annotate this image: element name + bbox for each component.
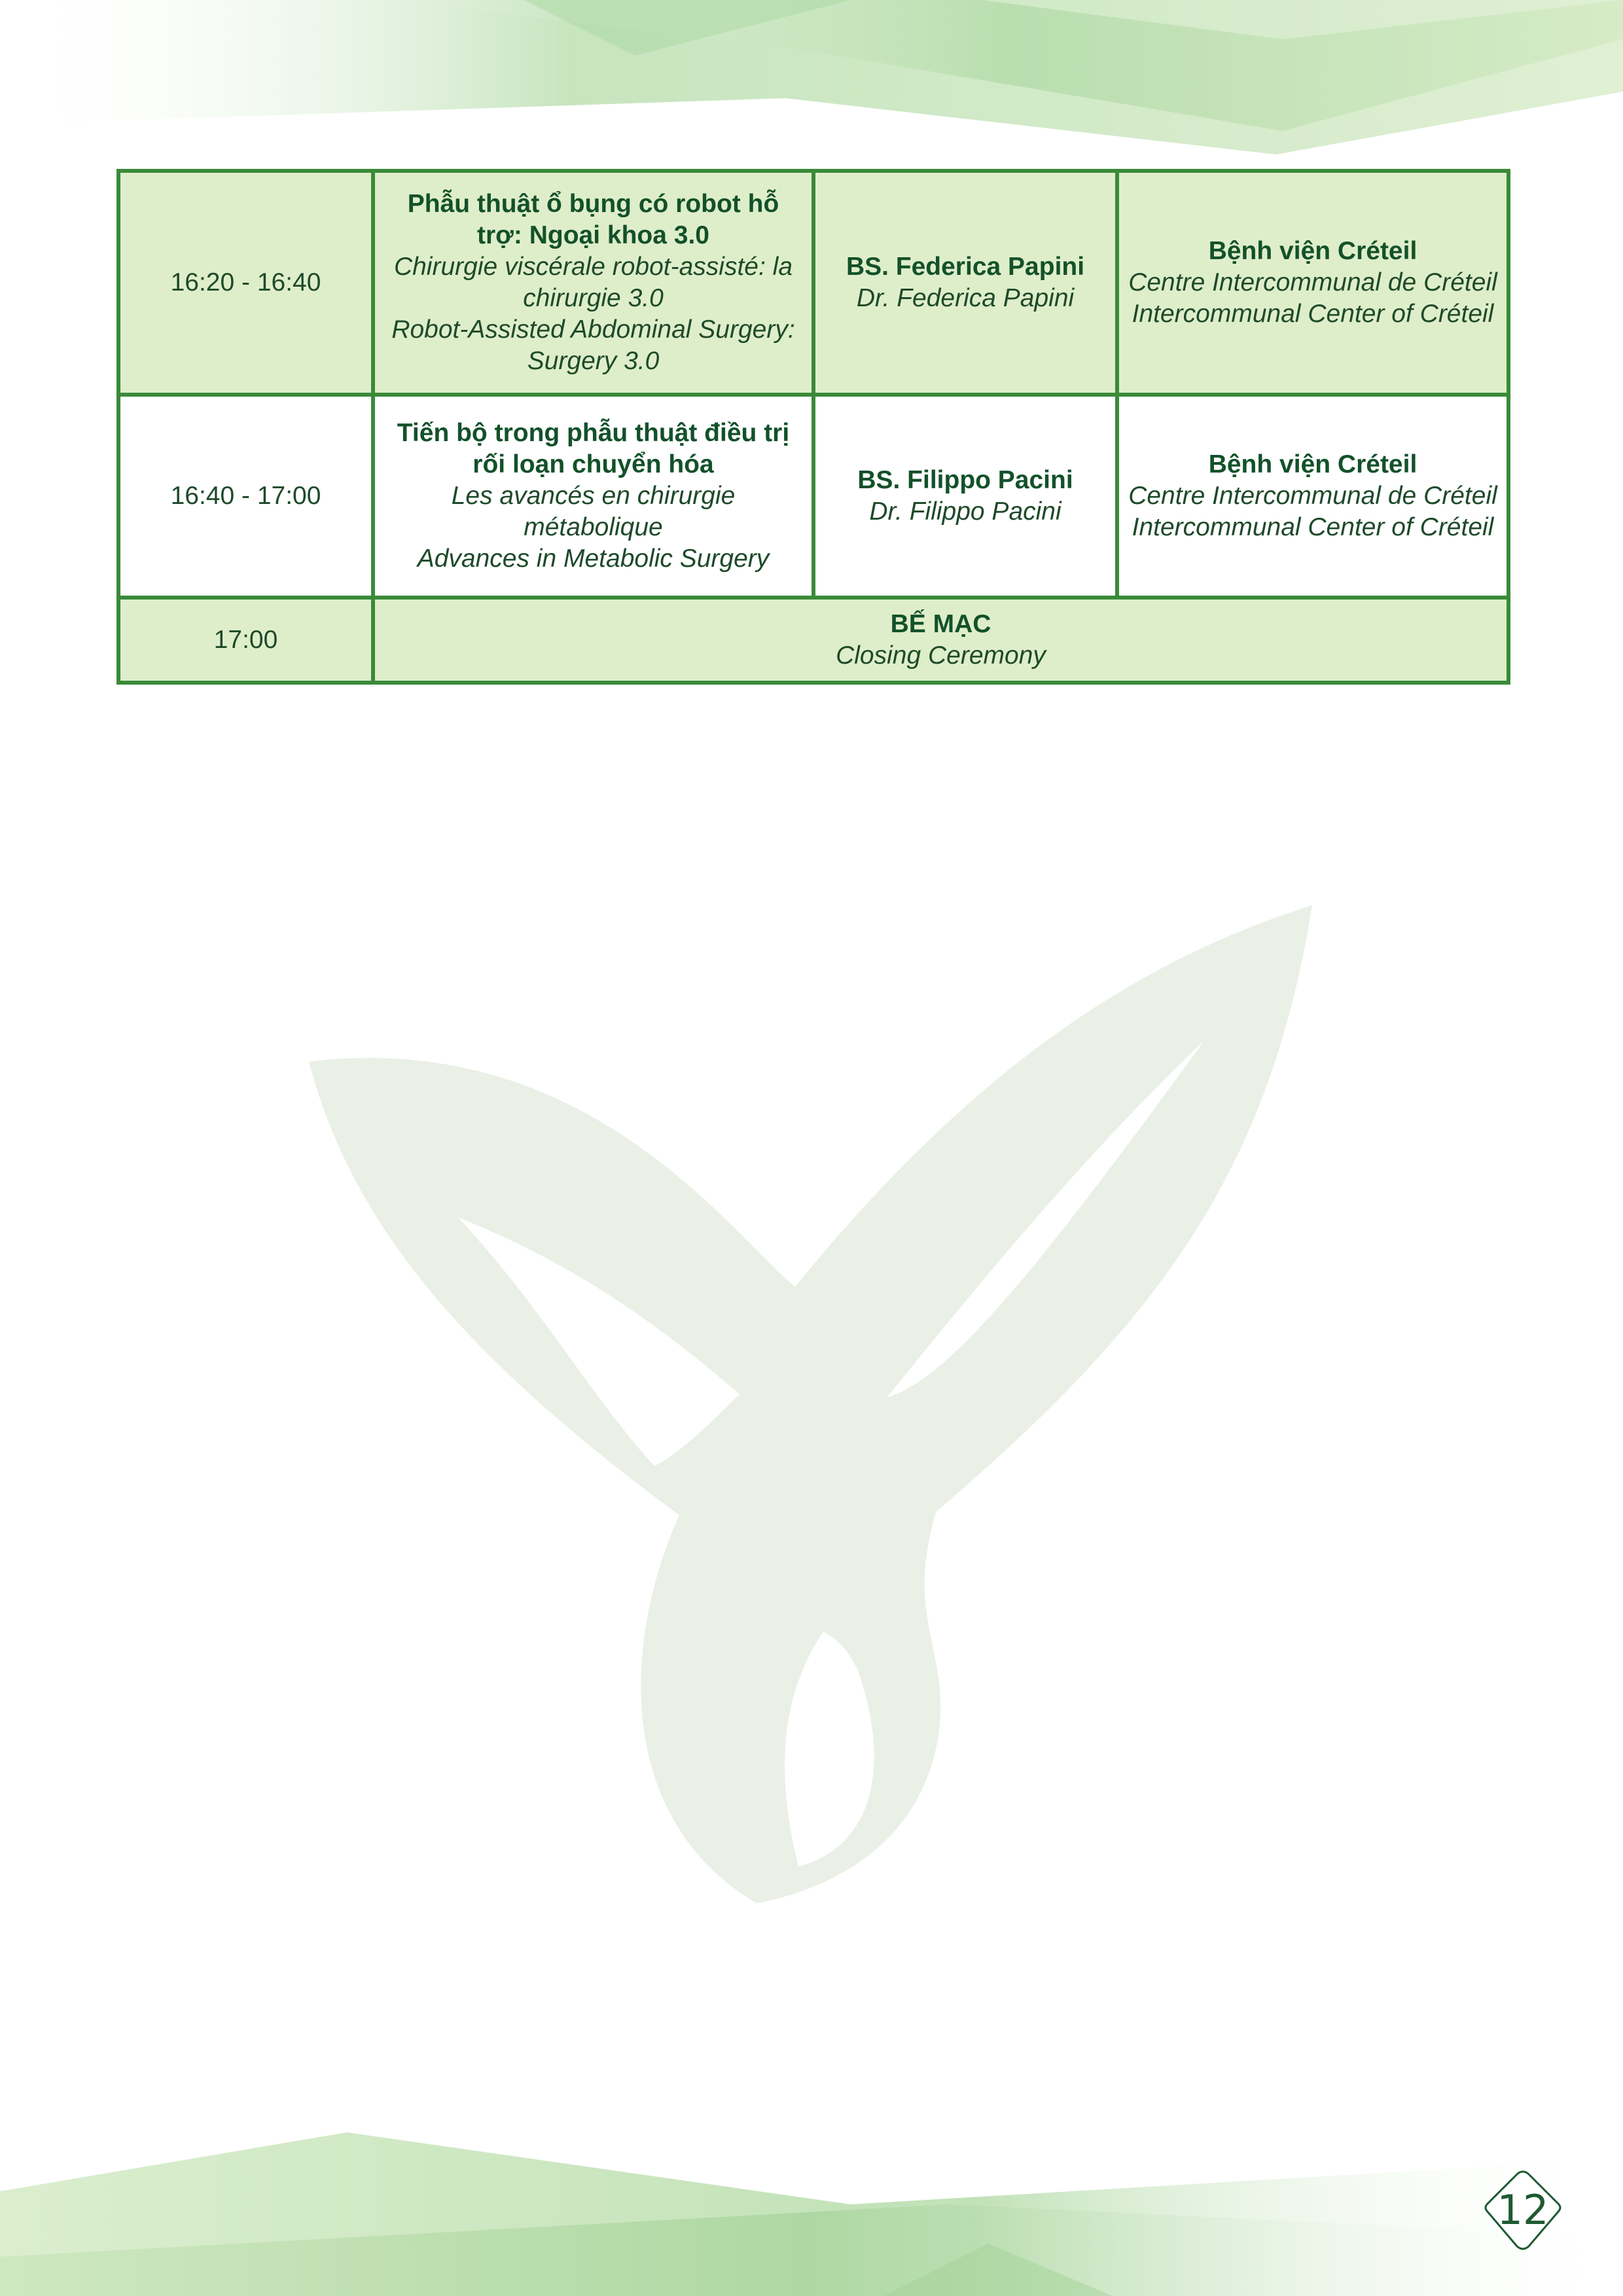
closing-time-cell: 17:00 <box>118 598 373 683</box>
institution-name-vi: Bệnh viện Créteil <box>1208 450 1418 478</box>
top-decorative-band <box>0 0 1623 157</box>
speaker-name-en: Dr. Federica Papini <box>856 284 1075 312</box>
schedule-table <box>116 169 1510 685</box>
topic-title-fr: Les avancés en chirurgie métabolique <box>451 482 736 541</box>
bottom-decorative-band <box>0 2132 1623 2296</box>
time-cell: 16:40 - 17:00 <box>118 395 373 598</box>
speaker-name-vi: BS. Filippo Pacini <box>857 466 1073 494</box>
topic-cell <box>373 395 813 598</box>
closing-title-cell <box>373 598 1508 683</box>
institution-cell <box>1117 171 1508 395</box>
topic-title-en: Advances in Metabolic Surgery <box>417 545 770 573</box>
closing-title-vi: BẾ MẠC <box>890 610 991 638</box>
closing-title-en: Closing Ceremony <box>836 641 1046 670</box>
topic-title-fr: Chirurgie viscérale robot-assisté: la chirurgie 3.0 <box>393 253 793 312</box>
speaker-name-vi: BS. Federica Papini <box>846 253 1085 281</box>
closing-row <box>118 598 1508 683</box>
institution-name-fr: Centre Intercommunal de Créteil <box>1128 268 1497 296</box>
institution-name-en: Intercommunal Center of Créteil <box>1132 513 1494 541</box>
schedule-row <box>118 171 1508 395</box>
page-number-badge <box>1480 2168 1565 2253</box>
institution-cell <box>1117 395 1508 598</box>
speaker-cell <box>813 171 1117 395</box>
time-cell: 16:20 - 16:40 <box>118 171 373 395</box>
page-number: 12 <box>1497 2186 1549 2234</box>
schedule-row <box>118 395 1508 598</box>
topic-title-vi: Tiến bộ trong phẫu thuật điều trị rối loạn chuyển hóa <box>397 419 790 478</box>
institution-name-fr: Centre Intercommunal de Créteil <box>1128 482 1497 510</box>
speaker-cell <box>813 395 1117 598</box>
speaker-name-en: Dr. Filippo Pacini <box>869 497 1061 526</box>
leaf-watermark <box>288 890 1335 1911</box>
topic-title-vi: Phẫu thuật ổ bụng có robot hỗ trợ: Ngoại khoa 3.0 <box>407 190 779 249</box>
topic-title-en: Robot-Assisted Abdominal Surgery: Surgery 3.0 <box>391 315 795 375</box>
institution-name-vi: Bệnh viện Créteil <box>1208 237 1418 265</box>
topic-cell <box>373 171 813 395</box>
institution-name-en: Intercommunal Center of Créteil <box>1132 300 1494 328</box>
